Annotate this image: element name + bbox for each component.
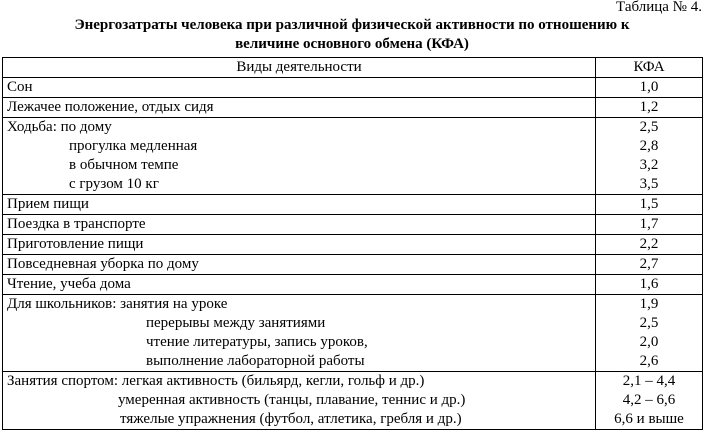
header-kfa: КФА: [596, 58, 703, 78]
kfa-value: 1,9: [639, 296, 659, 312]
activity-subline: чтение литературы, запись уроков,: [146, 334, 368, 350]
kfa-cell: [596, 195, 703, 215]
kfa-cell: [596, 118, 703, 195]
activity-line: Повседневная уборка по дому: [7, 256, 199, 272]
title-line-1: Энергозатраты человека при различной физической активности по отношению к: [74, 17, 630, 33]
activity-subline: перерывы между занятиями: [146, 315, 326, 331]
kfa-cell: [596, 78, 703, 98]
activity-cell: [3, 215, 596, 235]
kfa-value: 2,5: [639, 315, 659, 331]
activity-cell: [3, 98, 596, 118]
table-row: [3, 78, 703, 98]
kfa-cell: [596, 255, 703, 275]
table-row: [3, 195, 703, 215]
activity-cell: [3, 118, 596, 195]
kfa-cell: [596, 215, 703, 235]
activity-line: Лежачее положение, отдых сидя: [7, 99, 214, 115]
activity-line: Поездка в транспорте: [7, 216, 146, 232]
table-row: [3, 255, 703, 275]
activity-cell: [3, 255, 596, 275]
activity-cell: [3, 195, 596, 215]
kfa-table: [2, 57, 703, 430]
table-row: [3, 275, 703, 295]
activity-line: Чтение, учеба дома: [7, 276, 131, 292]
activity-subline: умеренная активность (танцы, плавание, теннис и др.): [118, 392, 466, 408]
kfa-value: 2,8: [639, 138, 659, 154]
kfa-value: 2,7: [639, 256, 659, 272]
activity-cell: [3, 275, 596, 295]
kfa-value: 1,2: [639, 99, 659, 115]
kfa-value: 1,7: [639, 216, 659, 232]
activity-line: Прием пищи: [7, 196, 89, 212]
header-row: [3, 58, 703, 78]
kfa-cell: [596, 295, 703, 372]
table-row: [3, 372, 703, 430]
table-row: [3, 215, 703, 235]
kfa-value: 2,1 – 4,4: [622, 373, 676, 389]
activity-cell: [3, 78, 596, 98]
kfa-value: 1,0: [639, 79, 659, 95]
kfa-cell: [596, 98, 703, 118]
activity-subline: с грузом 10 кг: [69, 176, 159, 192]
activity-subline: тяжелые упражнения (футбол, атлетика, гребля и др.): [120, 411, 462, 427]
header-activity: Виды деятельности: [3, 58, 596, 78]
activity-line: Ходьба: по дому: [7, 119, 112, 135]
activity-line: Сон: [7, 79, 33, 95]
table-number: Таблица № 4.: [616, 0, 702, 15]
kfa-value: 2,0: [639, 334, 659, 350]
table-title: [0, 16, 704, 54]
activity-subline: выполнение лабораторной работы: [146, 353, 365, 369]
kfa-value: 3,2: [639, 157, 659, 173]
kfa-value: 2,2: [639, 236, 659, 252]
activity-cell: [3, 295, 596, 372]
activity-subline: в обычном темпе: [69, 157, 179, 173]
table-row: [3, 118, 703, 195]
kfa-cell: [596, 275, 703, 295]
table-row: [3, 235, 703, 255]
kfa-value: 3,5: [639, 176, 659, 192]
table-row: [3, 295, 703, 372]
kfa-value: 6,6 и выше: [614, 411, 684, 427]
kfa-value: 4,2 – 6,6: [622, 392, 676, 408]
table-row: [3, 98, 703, 118]
kfa-value: 2,5: [639, 119, 659, 135]
activity-line: Для школьников: занятия на уроке: [7, 296, 228, 312]
kfa-cell: [596, 235, 703, 255]
kfa-value: 2,6: [639, 353, 659, 369]
title-line-2: величине основного обмена (КФА): [235, 36, 469, 52]
kfa-cell: [596, 372, 703, 430]
kfa-value: 1,6: [639, 276, 659, 292]
activity-line: Занятия спортом: легкая активность (бильярд, кегли, гольф и др.): [7, 373, 425, 389]
activity-cell: [3, 372, 596, 430]
kfa-value: 1,5: [639, 196, 659, 212]
activity-line: Приготовление пищи: [7, 236, 144, 252]
activity-subline: прогулка медленная: [69, 138, 198, 154]
activity-cell: [3, 235, 596, 255]
